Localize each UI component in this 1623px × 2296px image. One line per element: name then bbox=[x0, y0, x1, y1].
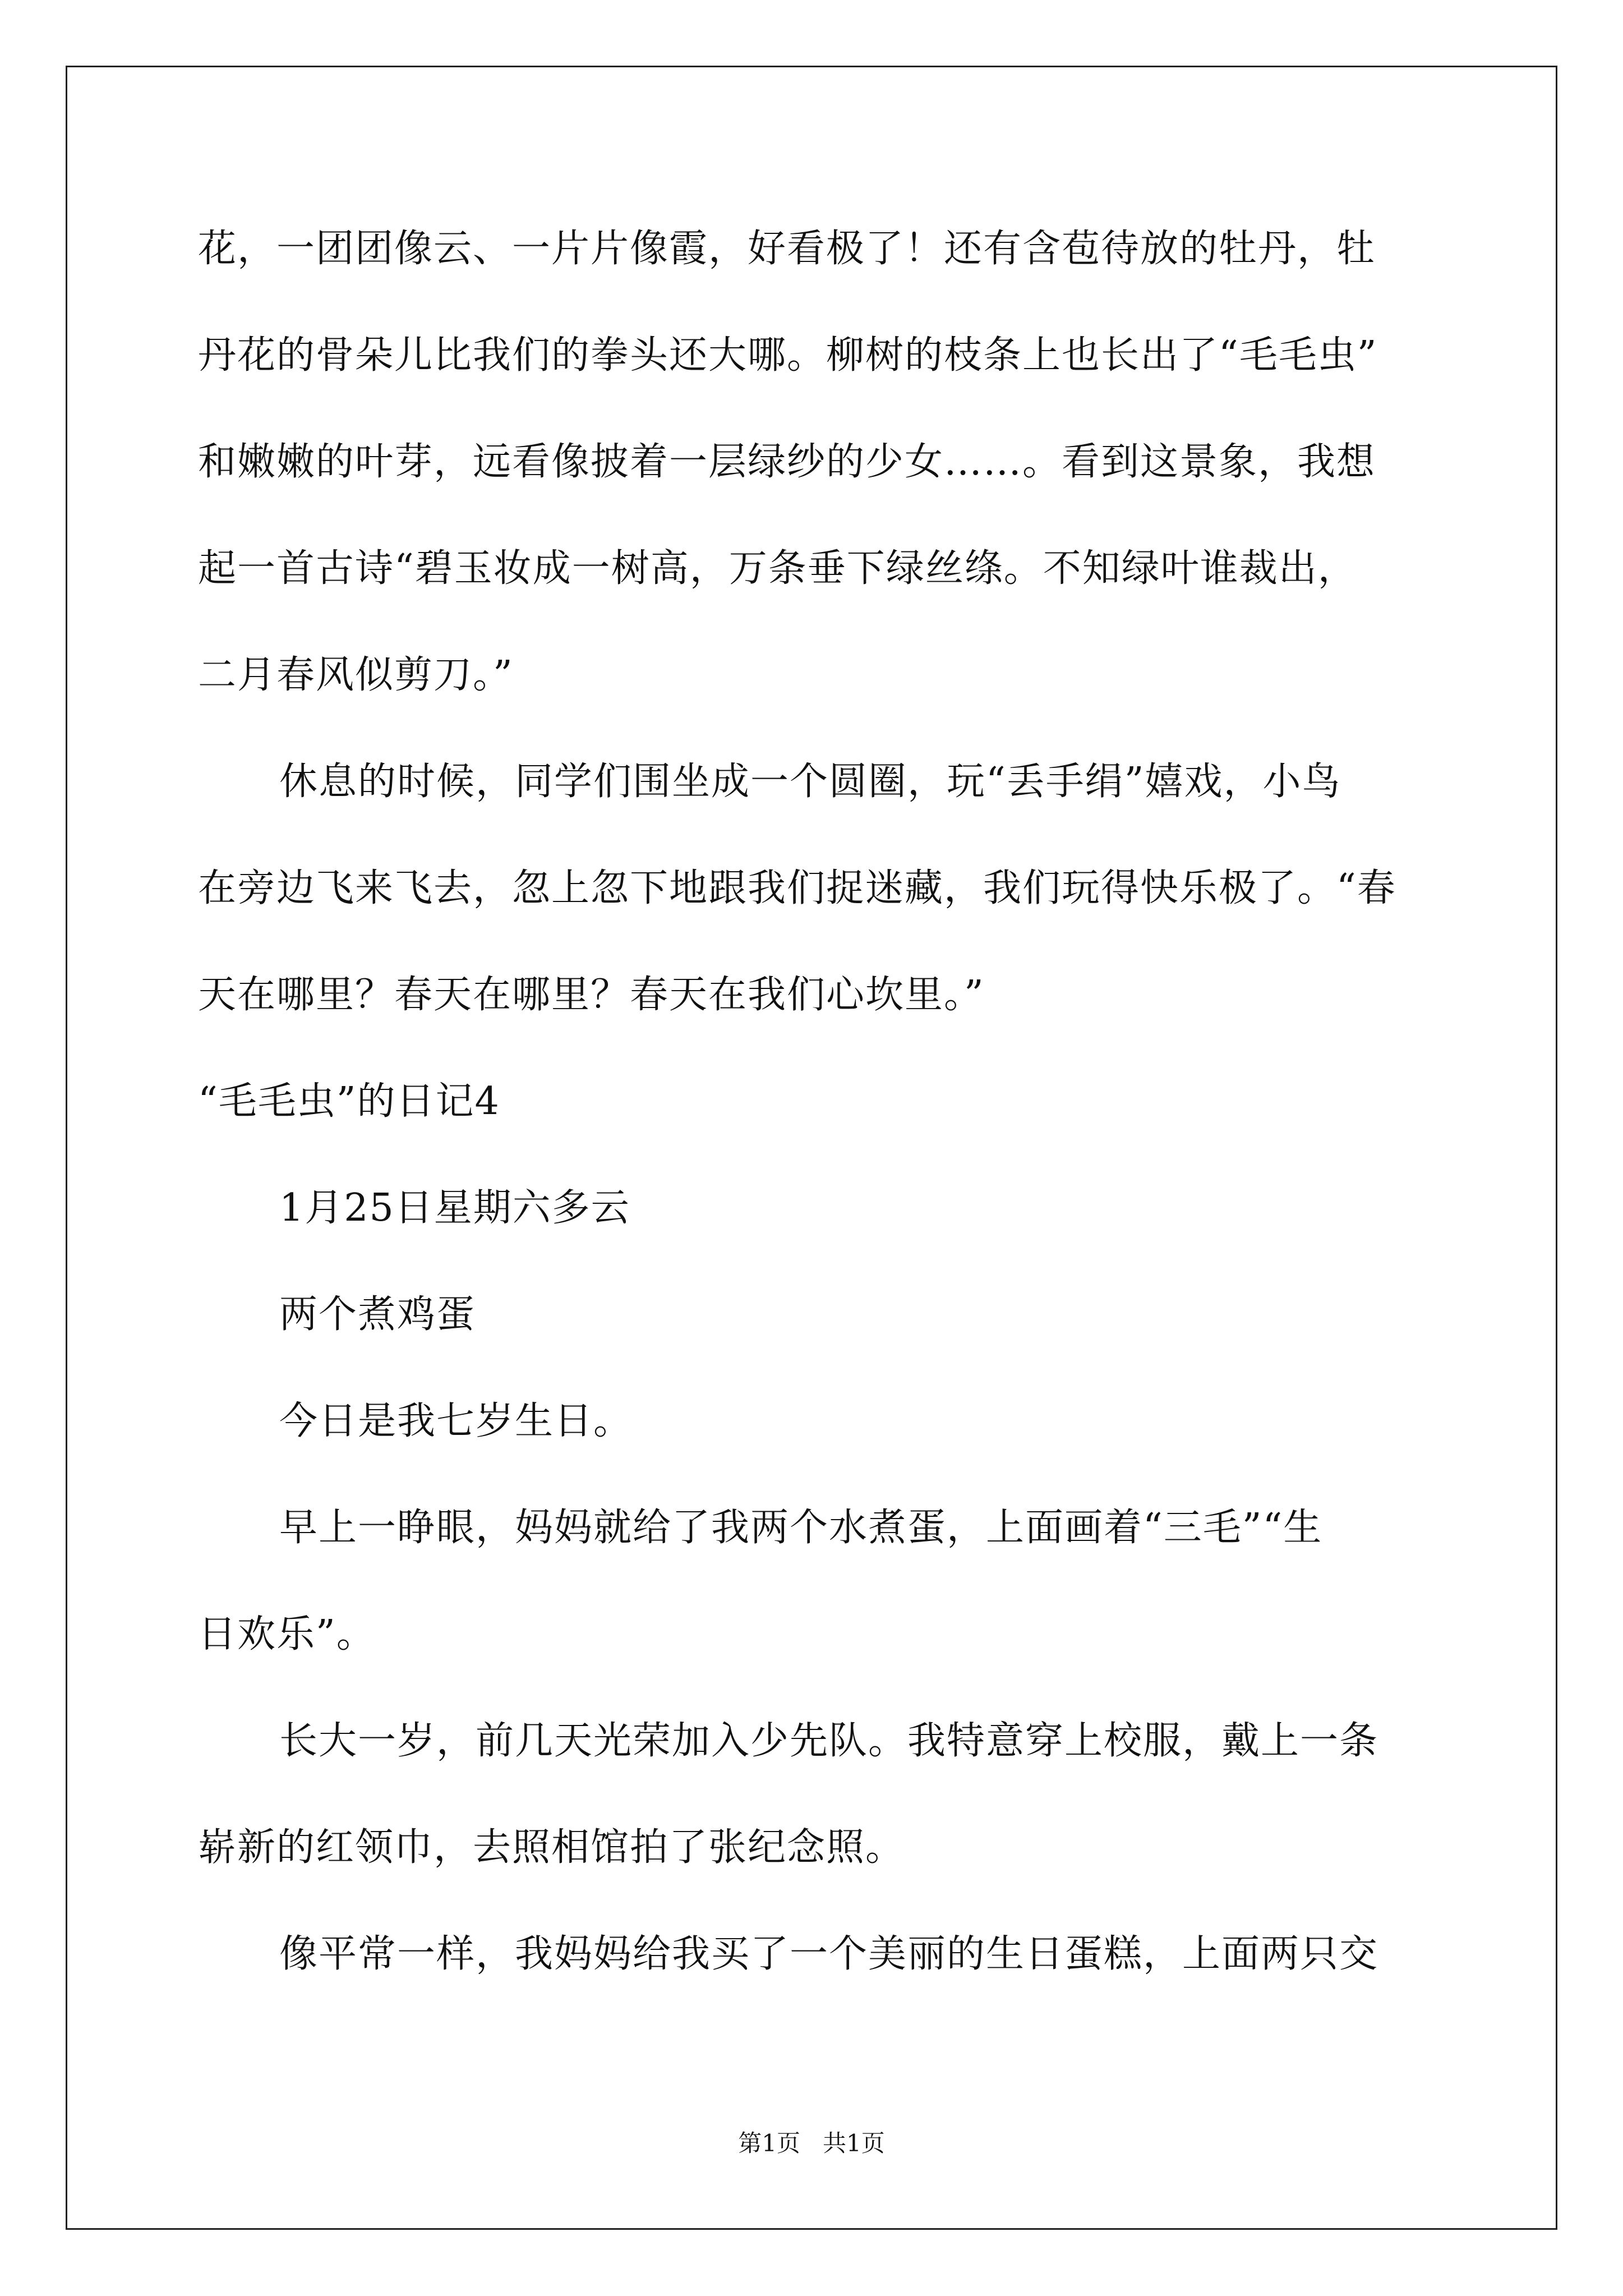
page-border bbox=[66, 66, 1557, 2230]
paragraph-line: 花，一团团像云、一片片像霞，好看极了！还有含苞待放的牡丹，牡 bbox=[198, 227, 1376, 271]
paragraph-line: 丹花的骨朵儿比我们的拳头还大哪。柳树的枝条上也长出了“毛毛虫” bbox=[198, 333, 1378, 378]
paragraph-line: 和嫩嫩的叶芽，远看像披着一层绿纱的少女……。看到这景象，我想 bbox=[198, 440, 1376, 484]
paragraph-line: 起一首古诗“碧玉妆成一树高，万条垂下绿丝绦。不知绿叶谁裁出， bbox=[198, 546, 1357, 591]
page-number: 第1页 共1页 bbox=[738, 2129, 885, 2157]
paragraph-line: 崭新的红领巾，去照相馆拍了张纪念照。 bbox=[198, 1825, 905, 1870]
paragraph-line: 今日是我七岁生日。 bbox=[279, 1399, 633, 1443]
paragraph-line: 在旁边飞来飞去，忽上忽下地跟我们捉迷藏，我们玩得快乐极了。“春 bbox=[198, 866, 1396, 910]
paragraph-line: 像平常一样，我妈妈给我买了一个美丽的生日蛋糕，上面两只交 bbox=[279, 1932, 1379, 1976]
paragraph-line: 早上一睁眼，妈妈就给了我两个水煮蛋，上面画着“三毛”“生 bbox=[279, 1506, 1323, 1550]
paragraph-line: 长大一岁，前几天光荣加入少先队。我特意穿上校服，戴上一条 bbox=[279, 1719, 1379, 1763]
section-title: “毛毛虫”的日记4 bbox=[198, 1079, 500, 1124]
date-line: 1月25日星期六多云 bbox=[279, 1186, 630, 1230]
paragraph-line: 日欢乐”。 bbox=[198, 1612, 376, 1657]
entry-title: 两个煮鸡蛋 bbox=[279, 1292, 476, 1337]
paragraph-line: 二月春风似剪刀。” bbox=[198, 653, 514, 697]
paragraph-line: 休息的时候，同学们围坐成一个圆圈，玩“丢手绢”嬉戏，小鸟 bbox=[279, 760, 1341, 804]
paragraph-line: 天在哪里？春天在哪里？春天在我们心坎里。” bbox=[198, 973, 985, 1017]
